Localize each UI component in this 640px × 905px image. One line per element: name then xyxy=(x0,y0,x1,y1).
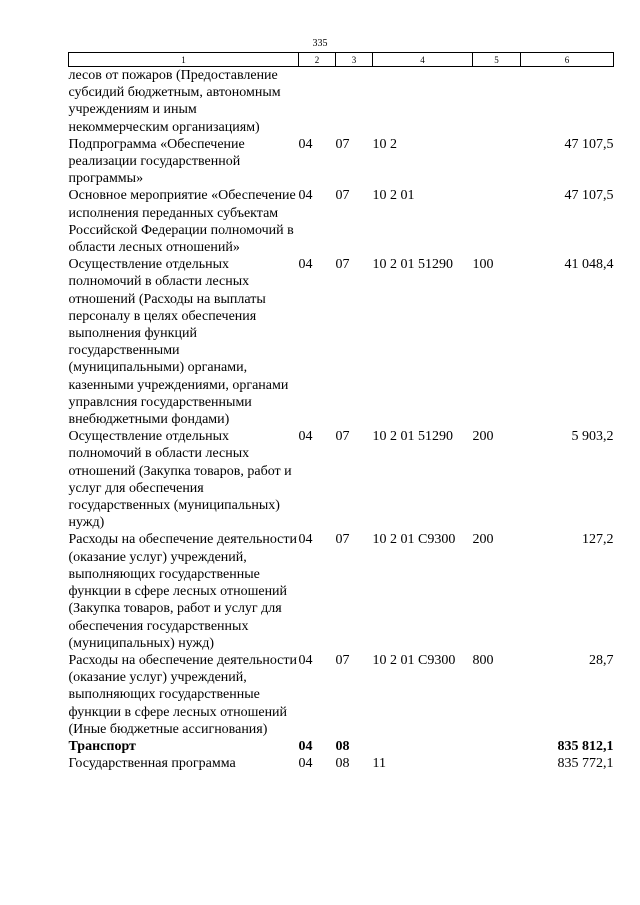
target-article-code: 10 2 01 С9300 xyxy=(372,532,456,548)
expense-type-code: 800 xyxy=(472,652,494,668)
table-row xyxy=(69,187,614,256)
expense-type-code xyxy=(473,738,521,755)
table-row xyxy=(69,652,614,738)
amount-value: 28,7 xyxy=(589,652,614,668)
amount-value: 835 812,1 xyxy=(557,738,614,754)
expense-type-code: 200 xyxy=(472,429,494,445)
section-code: 04 xyxy=(298,738,313,754)
row-name: Основное мероприятие «Обеспечение исполнения переданных субъектам Российской Федерации полномочий в области лесных отношений» xyxy=(68,188,296,256)
table-row xyxy=(69,136,614,188)
column-number-row xyxy=(69,53,614,67)
column-header: 5 xyxy=(473,53,521,67)
subsection-code: 07 xyxy=(335,136,350,152)
row-name: Осуществление отдельных полномочий в области лесных отношений (Закупка товаров, работ и услуг для обеспечения государственных (муниципальных) нужд) xyxy=(68,429,292,531)
row-name: Расходы на обеспечение деятельности (оказание услуг) учреждений, выполняющих государственные функции в сфере лесных отношений (Закупка товаров, работ и услуг для обеспечения государственных (муниципальных) нужд) xyxy=(68,532,297,651)
section-code: 04 xyxy=(298,257,313,273)
section-code: 04 xyxy=(298,136,313,152)
subsection-code: 07 xyxy=(335,188,350,204)
expense-type-code xyxy=(473,187,521,256)
section-code: 04 xyxy=(298,756,313,772)
target-article-code: 10 2 01 51290 xyxy=(372,257,453,273)
table-row xyxy=(69,67,614,136)
row-name: Подпрограмма «Обеспечение реализации государственной программы» xyxy=(68,136,245,187)
subsection-code: 07 xyxy=(335,532,350,548)
section-code: 04 xyxy=(298,188,313,204)
column-header: 3 xyxy=(336,53,373,67)
row-name: Транспорт xyxy=(68,738,136,754)
amount-value: 5 903,2 xyxy=(571,429,614,445)
target-article-code xyxy=(373,67,473,136)
amount-value: 41 048,4 xyxy=(564,257,614,273)
budget-table xyxy=(68,52,614,772)
row-name: Осуществление отдельных полномочий в области лесных отношений (Расходы на выплаты персоналу в целях обеспечения выполнения функций государственными (муниципальными) органами, казенными учреждениями, органами управлсния государственными внебюджетными фондами) xyxy=(68,257,289,428)
subsection-code xyxy=(336,67,373,136)
section-code: 04 xyxy=(298,652,313,668)
table-row xyxy=(69,738,614,755)
column-header: 4 xyxy=(373,53,473,67)
target-article-code: 10 2 xyxy=(372,136,397,152)
subsection-code: 08 xyxy=(335,756,350,772)
expense-type-code xyxy=(473,67,521,136)
amount-value: 47 107,5 xyxy=(564,136,614,152)
section-code: 04 xyxy=(298,532,313,548)
subsection-code: 07 xyxy=(335,652,350,668)
section-code xyxy=(299,67,336,136)
subsection-code: 07 xyxy=(335,429,350,445)
table-row xyxy=(69,256,614,428)
expense-type-code xyxy=(473,755,521,772)
target-article-code xyxy=(373,738,473,755)
expense-type-code: 100 xyxy=(472,257,494,273)
target-article-code: 10 2 01 С9300 xyxy=(372,652,456,668)
subsection-code: 08 xyxy=(335,738,350,754)
column-header: 6 xyxy=(521,53,614,67)
row-name: Государственная программа xyxy=(68,756,236,772)
column-header: 2 xyxy=(299,53,336,67)
section-code: 04 xyxy=(298,429,313,445)
amount-value xyxy=(521,67,614,136)
target-article-code: 10 2 01 51290 xyxy=(372,429,453,445)
amount-value: 47 107,5 xyxy=(564,188,614,204)
amount-value: 127,2 xyxy=(582,532,614,548)
table-row xyxy=(69,755,614,772)
row-name: лесов от пожаров (Предоставление субсидий бюджетным, автономным учреждениям и иным некоммерческим организациям) xyxy=(68,68,281,135)
row-name: Расходы на обеспечение деятельности (оказание услуг) учреждений, выполняющих государственные функции в сфере лесных отношений (Иные бюджетные ассигнования) xyxy=(68,652,297,737)
expense-type-code: 200 xyxy=(472,532,494,548)
expense-type-code xyxy=(473,136,521,188)
page-number: 335 xyxy=(312,38,328,49)
table-row xyxy=(69,428,614,531)
column-header: 1 xyxy=(69,53,299,67)
target-article-code: 11 xyxy=(372,756,386,772)
target-article-code: 10 2 01 xyxy=(372,188,415,204)
amount-value: 835 772,1 xyxy=(557,756,614,772)
table-row xyxy=(69,531,614,651)
table-body xyxy=(69,67,614,773)
subsection-code: 07 xyxy=(335,257,350,273)
